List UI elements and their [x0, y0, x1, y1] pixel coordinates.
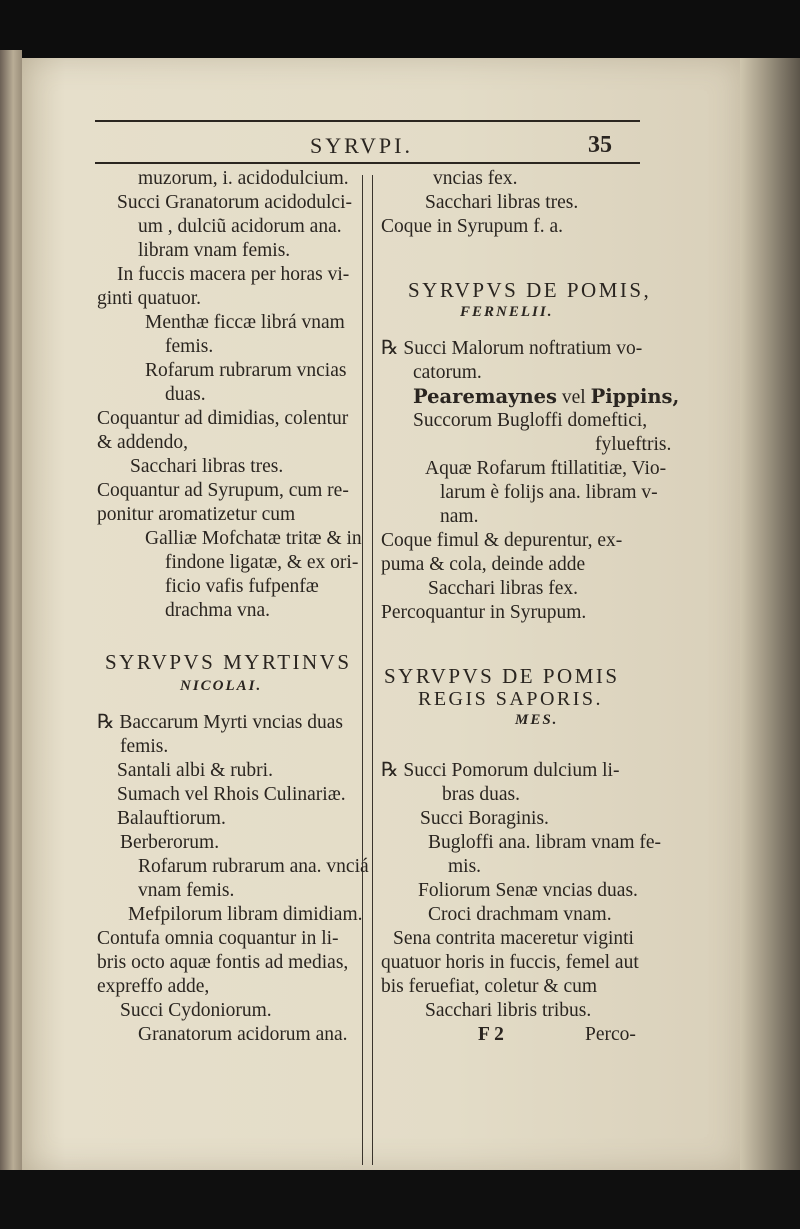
text-line: bras duas.: [442, 784, 520, 805]
text-line: Sumach vel Rhois Culinariæ.: [117, 784, 346, 805]
text-line: femis.: [165, 336, 214, 357]
section-heading: SYRVPVS DE POMIS: [384, 664, 620, 688]
text-line: Sacchari libras tres.: [425, 192, 579, 213]
text-line: Santali albi & rubri.: [117, 760, 273, 781]
text-line: Succi Granatorum acidodulci-: [117, 192, 352, 213]
text-line: Mefpilorum libram dimidiam.: [128, 904, 363, 925]
text-line: catorum.: [413, 362, 482, 383]
text-line: Succorum Bugloffi domeftici,: [413, 410, 648, 431]
text-line: Balauftiorum.: [117, 808, 226, 829]
text-line: findone ligatæ, & ex ori-: [165, 552, 359, 573]
section-heading: SYRVPVS DE POMIS,: [408, 278, 652, 302]
text-line: fylueftris.: [595, 434, 672, 455]
text-line: Rofarum rubrarum ana. vnciá: [138, 856, 369, 877]
signature-mark: F 2: [478, 1024, 504, 1045]
text-line: Bugloffi ana. libram vnam fe-: [428, 832, 662, 853]
text-line: mis.: [448, 856, 482, 877]
text-line: duas.: [165, 384, 206, 405]
text-line: ficio vafis fufpenfæ: [165, 576, 319, 597]
text-line: nam.: [440, 506, 479, 527]
text-line: Sacchari libris tribus.: [425, 1000, 592, 1021]
blackletter-word: Pippins,: [590, 385, 680, 408]
text-line: drachma vna.: [165, 600, 271, 621]
text-line: Coquantur ad Syrupum, cum re-: [97, 480, 349, 501]
text-line: muzorum, i. acidodulcium.: [138, 168, 349, 189]
scan-background-top: [0, 0, 800, 62]
text-line: Coque fimul & depurentur, ex-: [381, 530, 623, 551]
text-line: ponitur aromatizetur cum: [97, 504, 296, 525]
page-fore-edge: [740, 58, 800, 1170]
section-subheading: NICOLAI.: [180, 678, 263, 694]
text-line: puma & cola, deinde adde: [381, 554, 586, 575]
text-line: expreffo adde,: [97, 976, 210, 997]
text-line: Menthæ ficcæ librá vnam: [145, 312, 345, 333]
header-top-rule: [95, 120, 640, 122]
text-line: quatuor horis in fuccis, femel aut: [381, 952, 639, 973]
blackletter-line: [413, 386, 679, 409]
text-line: Berberorum.: [120, 832, 220, 853]
text-line: Coque in Syrupum f. a.: [381, 216, 563, 237]
text-line: Croci drachmam vnam.: [428, 904, 612, 925]
text-line: Aquæ Rofarum ftillatitiæ, Vio-: [425, 458, 667, 479]
column-divider-right: [372, 175, 373, 1165]
text-line: vnam femis.: [138, 880, 235, 901]
text-line: Sacchari libras tres.: [130, 456, 284, 477]
text-line: Contufa omnia coquantur in li-: [97, 928, 339, 949]
text-line: femis.: [120, 736, 169, 757]
text-line: Rofarum rubrarum vncias: [145, 360, 347, 381]
text-line: bris octo aquæ fontis ad medias,: [97, 952, 349, 973]
text-line: um , dulciũ acidorum ana.: [138, 216, 342, 237]
section-subheading: MES.: [515, 712, 559, 728]
text-line: Galliæ Mofchatæ tritæ & in: [145, 528, 362, 549]
page-number: 35: [588, 132, 612, 158]
section-heading: REGIS SAPORIS.: [418, 688, 604, 710]
text-line: bis feruefiat, coletur & cum: [381, 976, 598, 997]
catchword: Perco-: [585, 1024, 636, 1045]
connector-word: vel: [561, 387, 586, 408]
text-line: Coquantur ad dimidias, colentur: [97, 408, 349, 429]
text-line: ginti quatuor.: [97, 288, 201, 309]
text-line: Foliorum Senæ vncias duas.: [418, 880, 638, 901]
text-line: ℞ Succi Malorum noftratium vo-: [381, 338, 643, 359]
text-line: & addendo,: [97, 432, 188, 453]
text-line: Succi Cydoniorum.: [120, 1000, 272, 1021]
text-line: In fuccis macera per horas vi-: [117, 264, 350, 285]
text-line: libram vnam femis.: [138, 240, 291, 261]
text-line: Percoquantur in Syrupum.: [381, 602, 587, 623]
section-subheading: FERNELII.: [460, 304, 554, 320]
text-line: ℞ Succi Pomorum dulcium li-: [381, 760, 620, 781]
section-heading: SYRVPVS MYRTINVS: [105, 650, 352, 674]
header-bottom-rule: [95, 162, 640, 164]
text-line: Sacchari libras fex.: [428, 578, 578, 599]
running-head: SYRVPI.: [310, 133, 413, 158]
binding-edge: [0, 50, 22, 1180]
scan-background-bottom: [0, 1170, 800, 1229]
text-line: Granatorum acidorum ana.: [138, 1024, 348, 1045]
text-line: larum è folijs ana. libram v-: [440, 482, 658, 503]
text-line: Succi Boraginis.: [420, 808, 549, 829]
column-divider-left: [362, 175, 363, 1165]
text-line: Sena contrita maceretur viginti: [393, 928, 634, 949]
blackletter-word: Pearemaynes: [413, 385, 558, 408]
text-line: vncias fex.: [433, 168, 518, 189]
text-line: ℞ Baccarum Myrti vncias duas: [97, 712, 343, 733]
